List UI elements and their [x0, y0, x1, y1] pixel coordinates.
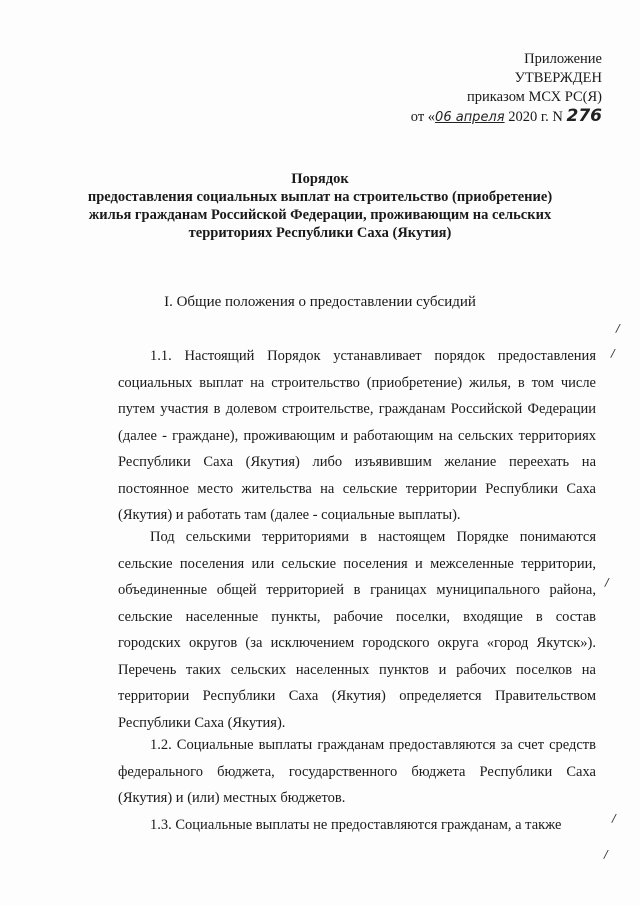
handwritten-order-number: 276: [566, 106, 602, 126]
paragraph-text: 1.3. Социальные выплаты не предоставляются гражданам, а также: [150, 817, 562, 833]
appendix-label: Приложение: [524, 51, 602, 67]
paragraph-rural-definition: [118, 524, 596, 736]
margin-tick-mark: /: [612, 812, 616, 825]
paragraph-1-2: [118, 732, 596, 812]
paragraph-text: 1.2. Социальные выплаты гражданам предоставляются за счет средств федерального бюджета, государственного бюджета Республики Саха (Якутия) и (или) местных бюджетов.: [118, 737, 596, 806]
document-title: [60, 170, 580, 242]
paragraph-1-3: [118, 812, 596, 839]
handwritten-date: 06 апреля: [435, 110, 505, 125]
date-suffix: 2020 г. N: [504, 109, 567, 125]
margin-tick-mark: /: [605, 576, 609, 589]
order-date-line: [302, 107, 602, 127]
section-heading: I. Общие положения о предоставлении субсидий: [164, 294, 476, 310]
title-line-4: территориях Республики Саха (Якутия): [188, 225, 452, 241]
margin-tick-mark: /: [616, 322, 620, 335]
date-prefix: от «: [410, 109, 436, 125]
approved-label: УТВЕРЖДЕН: [514, 70, 602, 86]
paragraph-text: 1.1. Настоящий Порядок устанавливает порядок предоставления социальных выплат на строительство (приобретение) жилья, в том числе путем участия в долевом строительстве, гражданам Российской Федерации (далее - граждане), проживающим и работающим на сельских территориях Республики Саха (Якутия) либо изъявившим желание переехать на постоянное место жительства на сельские территории Республики Саха (Якутия) и работать там (далее - социальные выплаты).: [118, 348, 596, 523]
title-line-1: Порядок: [291, 171, 349, 187]
margin-tick-mark: /: [604, 848, 608, 861]
margin-tick-mark: /: [611, 347, 615, 360]
title-line-2: предоставления социальных выплат на строительство (приобретение): [87, 189, 553, 205]
paragraph-text: Под сельскими территориями в настоящем Порядке понимаются сельские поселения или сельские поселения и межселенные территории, объединенные общей территорией в границах муниципального района, сельские населенные пункты, рабочие поселки, входящие в состав городских округов (за исключением городского округа «город Якутск»). Перечень таких сельских населенных пунктов и рабочих поселков на территории Республики Саха (Якутия) определяется Правительством Республики Саха (Якутия).: [118, 529, 596, 731]
title-line-3: жилья гражданам Российской Федерации, проживающим на сельских: [88, 207, 552, 223]
order-label: приказом МСХ РС(Я): [467, 89, 602, 105]
approval-stamp-block: [302, 50, 602, 127]
paragraph-1-1: [118, 343, 596, 529]
